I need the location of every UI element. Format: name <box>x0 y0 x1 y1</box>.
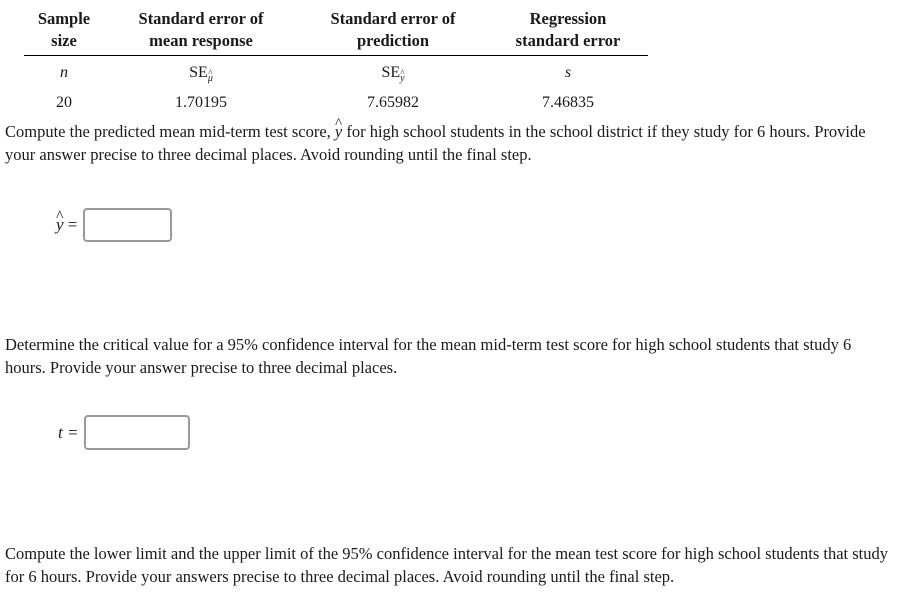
question-1-text: Compute the predicted mean mid-term test score, ^ y for high school students in the school district if they study for 6 hours. Provide your answer precise to three decimal places. Avoid rounding until the final step. <box>5 120 895 166</box>
symbol-se-mean: SE^ $_\mu$ <box>104 60 298 86</box>
header-se-prediction: Standard error of prediction <box>330 9 456 50</box>
symbol-n: n <box>60 64 68 81</box>
t-critical-input[interactable] <box>84 415 190 450</box>
yhat-answer-row <box>56 208 172 242</box>
symbol-s: s <box>564 64 572 81</box>
question-3-text: Compute the lower limit and the upper limit of the 95% confidence interval for the mean test score for high school students that study for 6 hours. Provide your answers precise to three decimal places. Avoid rounding until the final step. <box>5 544 888 586</box>
question-2-text: Determine the critical value for a 95% confidence interval for the mean mid-term test score for high school students that study 6 hours. Provide your answer precise to three decimal places. <box>5 335 852 377</box>
yhat-symbol: ^ y <box>335 120 342 143</box>
symbol-se-prediction: SE^ $_y$ <box>298 60 488 86</box>
table-value-row <box>24 90 648 115</box>
yhat-label: ^ y = <box>56 215 77 235</box>
header-regression-se: Regression standard error <box>515 9 621 50</box>
regression-stats-table <box>24 8 648 115</box>
header-sample-size: Sample size <box>37 9 91 50</box>
value-se-mean: 1.70195 <box>175 94 227 111</box>
yhat-input[interactable] <box>83 208 172 242</box>
t-label: t = <box>58 422 79 442</box>
table-symbol-row <box>24 60 648 86</box>
header-se-mean-response: Standard error of mean response <box>138 9 264 50</box>
table-header-row <box>24 8 648 56</box>
value-sample-size: 20 <box>56 94 72 111</box>
t-answer-row <box>58 415 190 450</box>
value-regression-se: 7.46835 <box>542 94 594 111</box>
value-se-prediction: 7.65982 <box>367 94 419 111</box>
